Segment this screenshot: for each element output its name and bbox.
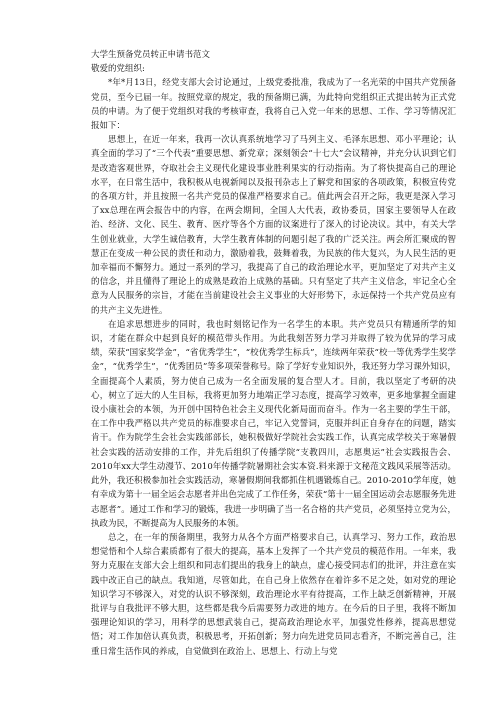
paragraph-ideology: 思想上，在近一年来，我再一次认真系统地学习了马列主义、毛泽东思想、邓小平理论；认真全面的学习了“三个代表”重要思想、新党章；深刻领会“十七大”会议精神，并充分认识到它们是改造客观世界，夺取社会主义现代化建设事业胜利果实的行动指南。为了将快提高自己的理论水平，在日常生活中，我积极从电视新闻以及报刊杂志上了解党和国家的各项政策，积极宣传党的各项方针，并且按照一名共产党员的保准严格要求自己。值此两会召开之际，我更是深入学习了xx总理在两会报告中的内容，在两会期间，全国人大代表，政协委员，国家主要领导人在政治、经济、文化、民生、教育、医疗等各个方面的议案进行了深入的讨论决议。其中，有关大学生创业就业，大学生诚信教育，大学生教育体制的问题引起了我的广泛关注。两会所汇聚成的智慧正在变成一种公民的责任和动力，激励着我，鼓舞着我，为民族的伟大复兴，为人民生活的更加幸福而不懈努力。通过一系列的学习，我提高了自己的政治理论水平，更加坚定了对共产主义的信念，并且懂得了理论上的成熟是政治上成熟的基础。只有坚定了共产主义信念，牢记全心全意为人民服务的宗旨，才能在当前建设社会主义事业的大好形势下，永远保持一个共产党员应有的共产主义先进性。	[91, 135, 456, 316]
paragraph-summary: 总之，在一年的预备期里，我努力从各个方面严格要求自己，认真学习、努力工作，政治思想觉悟和个人综合素质都有了很大的提高，基本上发挥了一个共产党员的模范作用。一年来，我努力克服在支部大会上组织和同志们提出的我身上的缺点，虚心接受同志们的批评，并注意在实践中改正自己的缺点。我知道，尽管如此，在自己身上依然存在着许多不足之处，如对党的理论知识学习不够深入，对党的认识不够深刻，政治理论水平有待提高，工作上缺乏创新精神，开展批评与自我批评不够大胆，这些都是我今后需要努力改进的地方。在今后的日子里，我将不断加强理论知识的学习，用科学的思想武装自己，提高政治理论水平，加强党性修养，提高思想觉悟；对工作加倍认真负责，积极思考，开拓创新；努力向先进党员同志看齐，不断完善自己，注重日常生活作风的养成，自觉做到在政治上、思想上、行动上与党	[91, 532, 456, 657]
paragraph-study-work: 在追求思想进步的同时，我也时刻铭记作为一名学生的本职。共产党员只有精通所学的知识，才能在群众中起到良好的模范带头作用。为此我刻苦努力学习并取得了较为优异的学习成绩，荣获“国家奖学金”，“省优秀学生”，“校优秀学生标兵”，连续两年荣获“校一等优秀学生奖学金”，“优秀学生”，“优秀团员”等多项荣誉称号。除了学好专业知识外，我还努力学习课外知识，全面提高个人素质，努力使自己成为一名全面发展的复合型人才。目前，我以坚定了考研的决心，树立了远大的人生目标，我将更加努力地端正学习态度，提高学习效率，更多地掌握全面建设小康社会的本领，为开创中国特色社会主义现代化新局面而奋斗。作为一名主要的学生干部，在工作中我严格以共产党员的标准要求自己，牢记入党誓词，克服并纠正自身存在的问题，踏实肯干。作为院学生会社会实践部部长，她积极做好学院社会实践工作，认真完成学校关于寒暑假社会实践的活动安排的工作，并先后组织了传播学院“支教四川，志愿奥运”社会实践报告会、2010年xx大学生动漫节、2010年传播学院暑期社会实本资.料来源于文秘范文践风采展等活动。此外，我还积极参加社会实践活动，寒暑假期间我都抓住机遇锻炼自己。2010-2010学年度，她有幸成为第十一届全运会志愿者并出色完成了工作任务，荣获“第十一届全国运动会志愿服务先进志愿者”。通过工作和学习的锻炼，我进一步明确了当一名合格的共产党员，必须坚持立党为公，执政为民，不断提高为人民服务的本领。	[91, 319, 456, 529]
salutation: 敬爱的党组织:	[91, 64, 145, 75]
document-title: 大学生预备党员转正申请书范文	[91, 50, 211, 60]
paragraph-intro: *年*月13日，经党支部大会讨论通过，上级党委批准，我成为了一名光荣的中国共产党预备党员，至今已届一年。按照党章的规定，我的预备期已满，为此特向党组织正式提出转为正式党员的申请。为了便于党组织对我的考核审查，我将自己入党一年来的思想、工作、学习等情况汇报如下：	[91, 78, 456, 132]
